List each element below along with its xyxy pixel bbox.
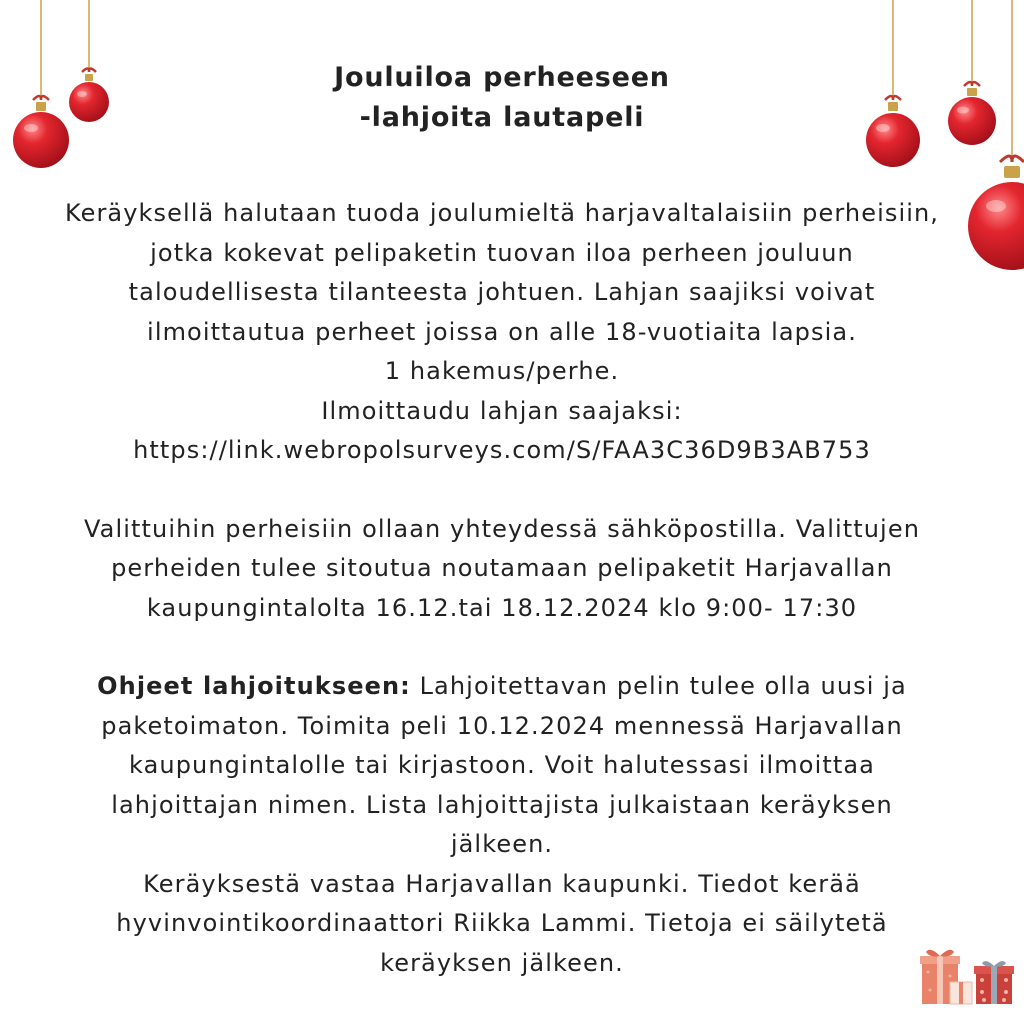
intro-line: jotka kokevat pelipaketin tuovan iloa perheen jouluun [150,238,854,267]
poster-content [10,58,994,983]
instructions-line: kaupungintalolle tai kirjastoon. Voit halutessasi ilmoittaa [129,751,875,779]
instructions-line: jälkeen. [450,830,554,858]
selection-line: perheiden tulee sitoutua noutamaan pelipaketit Harjavallan [111,554,893,582]
intro-line: Keräyksellä halutaan tuoda joulumieltä harjavaltalaisiin perheisiin, [64,199,940,227]
instructions-line: hyvinvointikoordinaattori Riikka Lammi. Tietoja ei säilytetä [116,909,888,937]
instructions-line: keräyksen jälkeen. [380,948,624,977]
instructions-label: Ohjeet lahjoitukseen: [97,672,411,700]
selection-line: kaupungintalolta 16.12.tai 18.12.2024 klo 9:00- 17:30 [146,593,858,622]
signup-link: https://link.webropolsurveys.com/S/FAA3C36D9B3AB753 [133,436,871,464]
title-line-2: -lahjoita lautapeli [359,102,645,133]
instructions-line: Lahjoitettavan pelin tulee olla uusi ja [410,672,907,700]
intro-line: 1 hakemus/perhe. [384,357,620,385]
intro-line: taloudellisesta tilanteesta johtuen. Lahjan saajiksi voivat [128,278,876,306]
intro-line: ilmoittautua perheet joissa on alle 18-vuotiaita lapsia. [147,317,857,346]
instructions-line: paketoimaton. Toimita peli 10.12.2024 mennessä Harjavallan [101,711,903,740]
intro-line: Ilmoittaudu lahjan saajaksi: [321,396,683,425]
selection-line: Valittuihin perheisiin ollaan yhteydessä sähköpostilla. Valittujen [83,514,921,543]
selection-paragraph [10,510,994,629]
instructions-paragraph [10,667,994,983]
title-line-1: Jouluiloa perheeseen [334,62,670,93]
gift-icon [918,946,1018,1006]
instructions-line: Keräyksestä vastaa Harjavallan kaupunki. Tiedot kerää [143,869,861,898]
intro-paragraph [10,194,994,471]
page-title [10,58,994,138]
instructions-line: lahjoittajan nimen. Lista lahjoittajista julkaistaan keräyksen [111,790,893,819]
